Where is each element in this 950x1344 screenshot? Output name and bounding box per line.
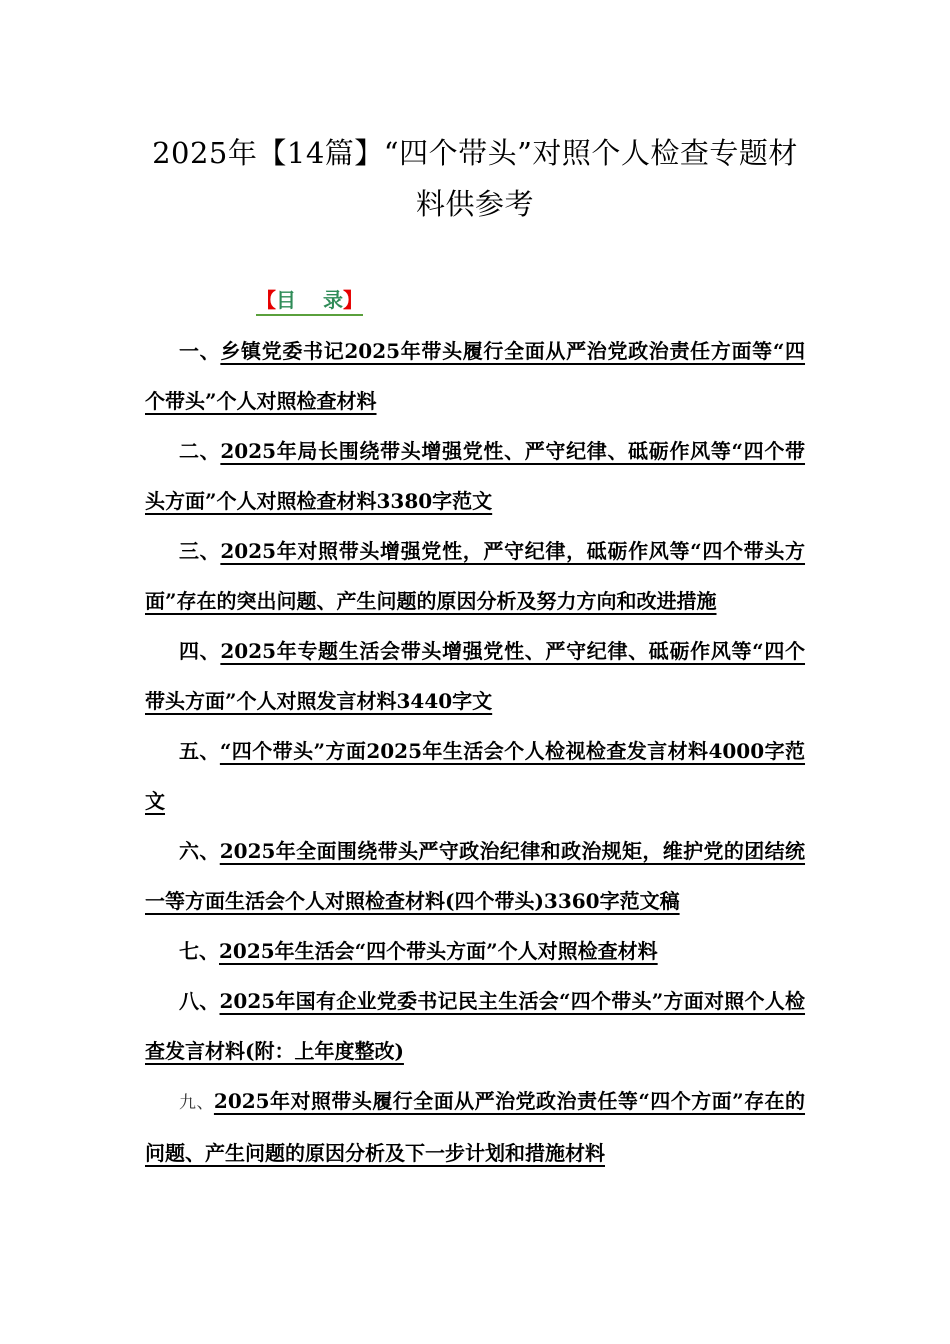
- toc-item-link-text[interactable]: 2025年国有企业党委书记民主生活会“四个带头”方面对照个人检查发言材料(附：上年度整改): [145, 989, 806, 1063]
- toc-item-number: 三、: [179, 539, 221, 563]
- toc-item-number: 八、: [179, 989, 220, 1013]
- toc-item-number: 六、: [179, 839, 220, 863]
- toc-item-link-text[interactable]: 2025年生活会“四个带头方面”个人对照检查材料: [219, 939, 658, 963]
- toc-item-3[interactable]: [145, 526, 805, 626]
- toc-item-link-text[interactable]: 2025年专题生活会带头增强党性、严守纪律、砥砺作风等“四个带头方面”个人对照发言材料3440字文: [145, 639, 806, 713]
- toc-item-9[interactable]: [145, 1076, 805, 1178]
- toc-item-8[interactable]: [145, 976, 805, 1076]
- toc-item-number: 七、: [179, 939, 219, 963]
- toc-item-number: 九、: [179, 1093, 214, 1113]
- toc-heading-text: 目 录: [276, 288, 343, 312]
- toc-item-number: 四、: [179, 639, 221, 663]
- toc-item-5[interactable]: [145, 726, 805, 826]
- toc-heading-right-bracket: 】: [342, 288, 363, 312]
- toc-item-link-text[interactable]: 乡镇党委书记2025年带头履行全面从严治党政治责任方面等“四个带头”个人对照检查材料: [145, 339, 806, 413]
- toc-item-number: 二、: [179, 439, 221, 463]
- toc-item-link-text[interactable]: 2025年全面围绕带头严守政治纪律和政治规矩，维护党的团结统一等方面生活会个人对照检查材料(四个带头)3360字范文稿: [145, 839, 806, 913]
- toc-item-6[interactable]: [145, 826, 805, 926]
- toc-item-link-text[interactable]: 2025年对照带头增强党性，严守纪律，砥砺作风等“四个带头方面”存在的突出问题、产生问题的原因分析及努力方向和改进措施: [145, 539, 806, 613]
- toc-item-1[interactable]: [145, 326, 805, 426]
- toc-item-7[interactable]: [145, 926, 805, 976]
- toc-item-link-text[interactable]: 2025年局长围绕带头增强党性、严守纪律、砥砺作风等“四个带头方面”个人对照检查材料3380字范文: [145, 439, 806, 513]
- toc-item-link-text[interactable]: “四个带头”方面2025年生活会个人检视检查发言材料4000字范文: [145, 739, 806, 813]
- toc-item-4[interactable]: [145, 626, 805, 726]
- toc-heading-left-bracket: 【: [256, 288, 276, 312]
- toc-item-2[interactable]: [145, 426, 805, 526]
- table-of-contents: [145, 326, 805, 1178]
- toc-heading: [256, 286, 363, 316]
- document-title: 2025年【14篇】“四个带头”对照个人检查专题材料供参考: [152, 136, 798, 221]
- toc-item-link-text[interactable]: 2025年对照带头履行全面从严治党政治责任等“四个方面”存在的问题、产生问题的原因分析及下一步计划和措施材料: [145, 1089, 806, 1165]
- toc-item-number: 一、: [179, 339, 221, 363]
- toc-item-number: 五、: [179, 739, 220, 763]
